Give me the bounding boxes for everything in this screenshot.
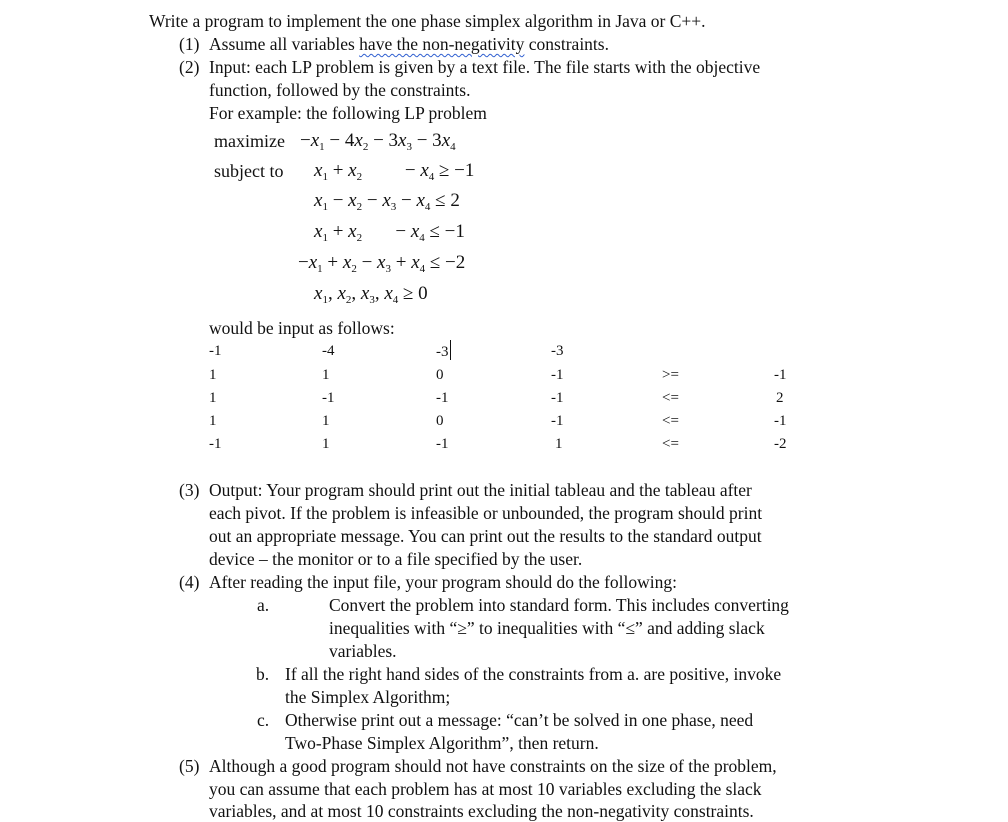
text-cursor bbox=[450, 340, 452, 360]
item-1-post: constraints. bbox=[524, 34, 609, 54]
item-3-line-4: device – the monitor or to a file specified by the user. bbox=[209, 549, 583, 569]
item-5-number: (5) bbox=[179, 756, 200, 776]
constraint-2: $x_1 - x_2 - x_3 - x_4 \le 2$ bbox=[314, 190, 460, 213]
item-4a-line-2: inequalities with “≥” to inequalities with “≤” and adding slack bbox=[329, 618, 765, 638]
input-caption: would be input as follows: bbox=[209, 318, 395, 338]
table-cell: 1 bbox=[322, 413, 330, 429]
table-cell: 0 bbox=[436, 413, 444, 429]
table-cell: 1 bbox=[209, 390, 217, 406]
item-3-line-2: each pivot. If the problem is infeasible or unbounded, the program should print bbox=[209, 503, 763, 523]
item-4c-line-1: Otherwise print out a message: “can’t be solved in one phase, need bbox=[285, 710, 754, 730]
table-cell: 0 bbox=[436, 367, 444, 383]
table-cell: 1 bbox=[322, 436, 330, 452]
table-cell-with-cursor[interactable]: -3 bbox=[436, 340, 451, 363]
item-4b-line-1: If all the right hand sides of the constraints from a. are positive, invoke bbox=[285, 664, 782, 684]
item-4a-line-1: Convert the problem into standard form. This includes converting bbox=[329, 595, 789, 615]
table-cell: 1 bbox=[555, 436, 563, 452]
table-cell: 1 bbox=[209, 413, 217, 429]
item-1-text bbox=[209, 33, 609, 55]
table-cell: -1 bbox=[436, 390, 449, 406]
document-title: Write a program to implement the one phase simplex algorithm in Java or C++. bbox=[149, 11, 706, 31]
item-5-line-2: you can assume that each problem has at most 10 variables excluding the slack bbox=[209, 779, 762, 799]
item-4b-label: b. bbox=[256, 664, 270, 684]
table-cell: -1 bbox=[209, 343, 222, 359]
constraint-1: $x_1 + x_2$ − $x_4 \ge -1$ bbox=[314, 160, 475, 183]
table-cell: <= bbox=[662, 436, 679, 452]
item-2-line-3: For example: the following LP problem bbox=[209, 103, 487, 123]
table-cell: -1 bbox=[551, 367, 564, 383]
constraint-3: $x_1 + x_2$ − $x_4 \le -1$ bbox=[314, 221, 465, 244]
non-negativity-constraint: $x_1$, $x_2$, $x_3$, $x_4 \ge 0$ bbox=[314, 283, 428, 306]
table-cell: -1 bbox=[551, 413, 564, 429]
item-1-number: (1) bbox=[179, 34, 200, 54]
item-4a-line-3: variables. bbox=[329, 641, 397, 661]
item-4a-label: a. bbox=[257, 595, 270, 615]
item-4c-label: c. bbox=[257, 710, 270, 730]
table-cell: -1 bbox=[551, 390, 564, 406]
table-cell: <= bbox=[662, 390, 679, 406]
item-3-line-3: out an appropriate message. You can print out the results to the standard output bbox=[209, 526, 762, 546]
item-4b-line-2: the Simplex Algorithm; bbox=[285, 687, 451, 707]
table-cell: 1 bbox=[209, 367, 217, 383]
table-cell: -3 bbox=[551, 343, 564, 359]
item-5-line-3: variables, and at most 10 constraints excluding the non-negativity constraints. bbox=[209, 801, 754, 821]
table-cell: -1 bbox=[436, 436, 449, 452]
table-cell: 1 bbox=[322, 367, 330, 383]
item-1-pre: Assume all variables bbox=[209, 34, 360, 54]
item-2-line-2: function, followed by the constraints. bbox=[209, 80, 471, 100]
item-4c-line-2: Two-Phase Simplex Algorithm”, then return. bbox=[285, 733, 599, 753]
item-2-line-1: Input: each LP problem is given by a text file. The file starts with the objective bbox=[209, 57, 761, 77]
item-2-number: (2) bbox=[179, 57, 200, 77]
item-4-line-1: After reading the input file, your program should do the following: bbox=[209, 572, 678, 592]
item-3-number: (3) bbox=[179, 480, 200, 500]
table-cell: -1 bbox=[774, 413, 787, 429]
constraint-4: $-x_1 + x_2 - x_3 + x_4 \le -2$ bbox=[298, 252, 466, 275]
table-cell: 2 bbox=[776, 390, 784, 406]
table-cell: -1 bbox=[322, 390, 335, 406]
item-1-spellcheck-phrase: have the non-negativity bbox=[359, 34, 525, 54]
item-5-line-1: Although a good program should not have constraints on the size of the problem, bbox=[209, 756, 777, 776]
table-cell: -4 bbox=[322, 343, 335, 359]
table-cell: -1 bbox=[209, 436, 222, 452]
table-cell: <= bbox=[662, 413, 679, 429]
table-cell: >= bbox=[662, 367, 679, 383]
table-cell: -1 bbox=[774, 367, 787, 383]
objective-function: $-x_1 - 4x_2 - 3x_3 - 3x_4$ bbox=[300, 130, 456, 153]
table-cell: -2 bbox=[774, 436, 787, 452]
subject-to-label: subject to bbox=[214, 161, 284, 181]
maximize-label: maximize bbox=[214, 131, 285, 151]
item-3-line-1: Output: Your program should print out the initial tableau and the tableau after bbox=[209, 480, 752, 500]
item-4-number: (4) bbox=[179, 572, 200, 592]
